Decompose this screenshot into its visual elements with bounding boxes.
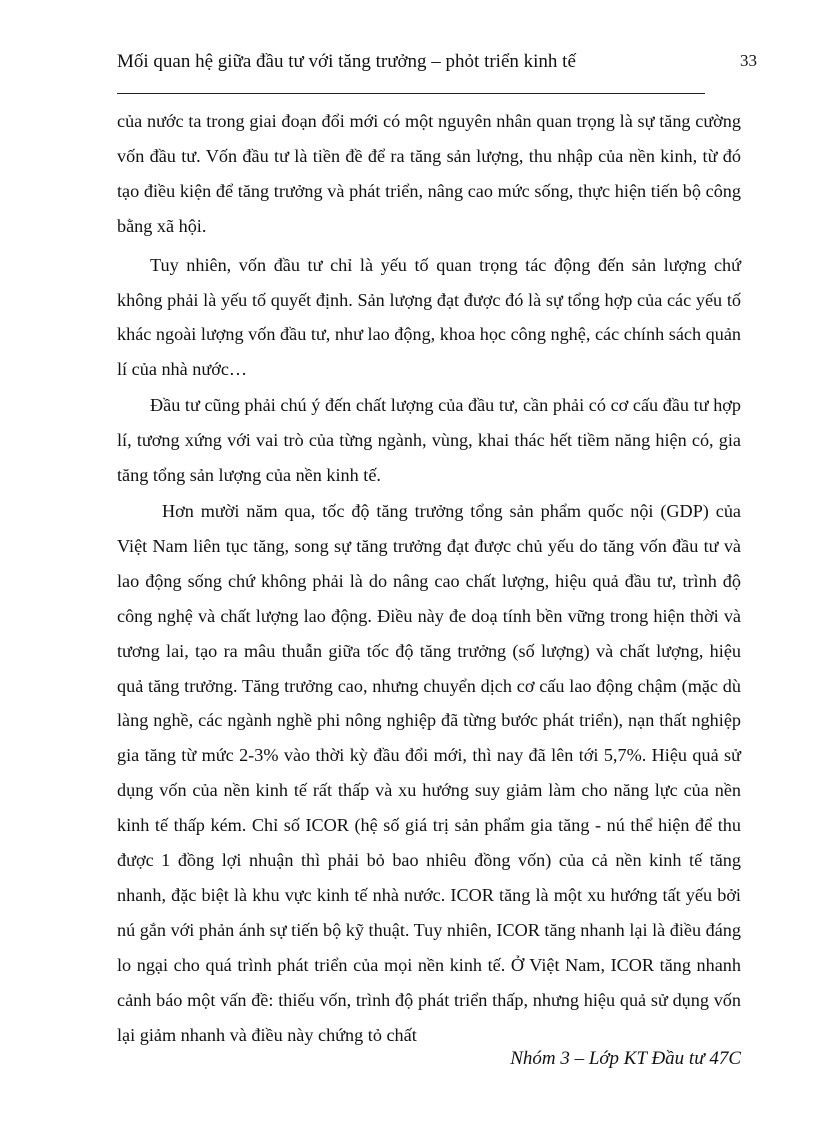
header-divider (117, 93, 705, 94)
body-text (117, 104, 741, 1052)
page-header (117, 48, 757, 80)
page-number: 33 (740, 51, 757, 70)
paragraph: Đầu tư cũng phải chú ý đến chất lượng của đầu tư, cần phải có cơ cấu đầu tư hợp lí, tương xứng với vai trò của từng ngành, vùng, khai thác hết tiềm năng hiện có, gia tăng tổng sản lượng của nền kinh tế. (117, 395, 741, 486)
paragraph: Hơn mười năm qua, tốc độ tăng trưởng tổng sản phẩm quốc nội (GDP) của Việt Nam liên tục tăng, song sự tăng trưởng đạt được chủ yếu do tăng vốn đầu tư và lao động sống chứ không phải là do nâng cao chất lượng, hiệu quả đầu tư, trình độ công nghệ và chất lượng lao động. Điều này đe doạ tính bền vững trong hiện thời và tương lai, tạo ra mâu thuẫn giữa tốc độ tăng trưởng (số lượng) và chất lượng, hiệu quả tăng trưởng. Tăng trưởng cao, nhưng chuyển dịch cơ cấu lao động chậm (mặc dù làng nghề, các ngành nghề phi nông nghiệp đã từng bước phát triển), nạn thất nghiệp gia tăng từ mức 2-3% vào thời kỳ đầu đổi mới, thì nay đã lên tới 5,7%. Hiệu quả sử dụng vốn của nền kinh tế rất thấp và xu hướng suy giảm làm cho năng lực của nền kinh tế thấp kém. Chỉ số ICOR (hệ số giá trị sản phẩm gia tăng - nú thể hiện để thu được 1 đồng lợi nhuận thì phải bỏ bao nhiêu đồng vốn) của cả nền kinh tế tăng nhanh, đặc biệt là khu vực kinh tế nhà nước. ICOR tăng là một xu hướng tất yếu bởi nú gắn với phản ánh sự tiến bộ kỹ thuật. Tuy nhiên, ICOR tăng nhanh lại là điều đáng lo ngại cho quá trình phát triển của mọi nền kinh tế. Ở Việt Nam, ICOR tăng nhanh cảnh báo một vấn đề: thiếu vốn, trình độ phát triển thấp, nhưng hiệu quả sử dụng vốn lại giảm nhanh và điều này chứng tỏ chất (117, 500, 741, 1045)
page-footer: Nhóm 3 – Lớp KT Đầu tư 47C (510, 1048, 741, 1069)
paragraph-continuation: của nước ta trong giai đoạn đổi mới có một nguyên nhân quan trọng là sự tăng cường vốn đầu tư. Vốn đầu tư là tiền đề để ra tăng sản lượng, thu nhập của nền kinh, từ đó tạo điều kiện để tăng trưởng và phát triển, nâng cao mức sống, thực hiện tiến bộ công bằng xã hội. (117, 111, 741, 236)
paragraph: Tuy nhiên, vốn đầu tư chỉ là yếu tố quan trọng tác động đến sản lượng chứ không phải là yếu tố quyết định. Sản lượng đạt được đó là sự tổng hợp của các yếu tố khác ngoài lượng vốn đầu tư, như lao động, khoa học công nghệ, các chính sách quản lí của nhà nước… (117, 254, 741, 380)
header-title: Mối quan hệ giữa đầu tư với tăng trưởng – phỏt triển kinh tế (117, 51, 576, 72)
